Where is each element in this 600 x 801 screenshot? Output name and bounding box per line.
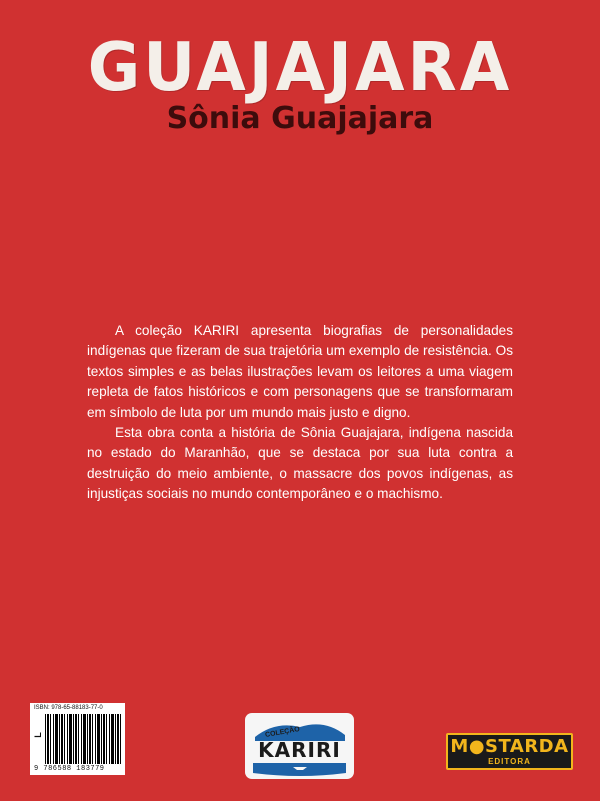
age-rating-mark: L bbox=[33, 732, 43, 738]
publisher-name: M●STARDA bbox=[450, 736, 569, 757]
isbn-barcode bbox=[30, 703, 125, 775]
blurb-paragraph: Esta obra conta a história de Sônia Guajajara, indígena nascida no estado do Maranhão, que se destaca por sua luta contra a destruição do meio ambiente, o massacre dos povos indígenas, as injustiças sociais no mundo contemporâneo e o machismo. bbox=[87, 425, 513, 502]
book-title: GUAJAJARA bbox=[87, 29, 513, 107]
book-author: Sônia Guajajara bbox=[166, 101, 434, 136]
publisher-subtitle: EDITORA bbox=[488, 757, 531, 766]
isbn-label: ISBN: 978-65-88183-77-0 bbox=[34, 705, 103, 711]
barcode-bars bbox=[45, 714, 121, 764]
book-blurb bbox=[87, 321, 513, 505]
barcode-digits: 9 786588 183779 bbox=[34, 765, 105, 773]
mostarda-publisher-logo bbox=[446, 733, 573, 770]
collection-name: KARIRI bbox=[258, 738, 341, 762]
blurb-paragraph: A coleção KARIRI apresenta biografias de personalidades indígenas que fizeram de sua trajetória um exemplo de resistência. Os textos simples e as belas ilustrações levam os leitores a uma viagem repleta de fatos históricos e com personagens que se transformaram em símbolo de luta por um mundo mais justo e digno. bbox=[87, 323, 513, 420]
kariri-collection-logo bbox=[245, 713, 354, 779]
collection-prefix: COLEÇÃO bbox=[264, 726, 301, 739]
